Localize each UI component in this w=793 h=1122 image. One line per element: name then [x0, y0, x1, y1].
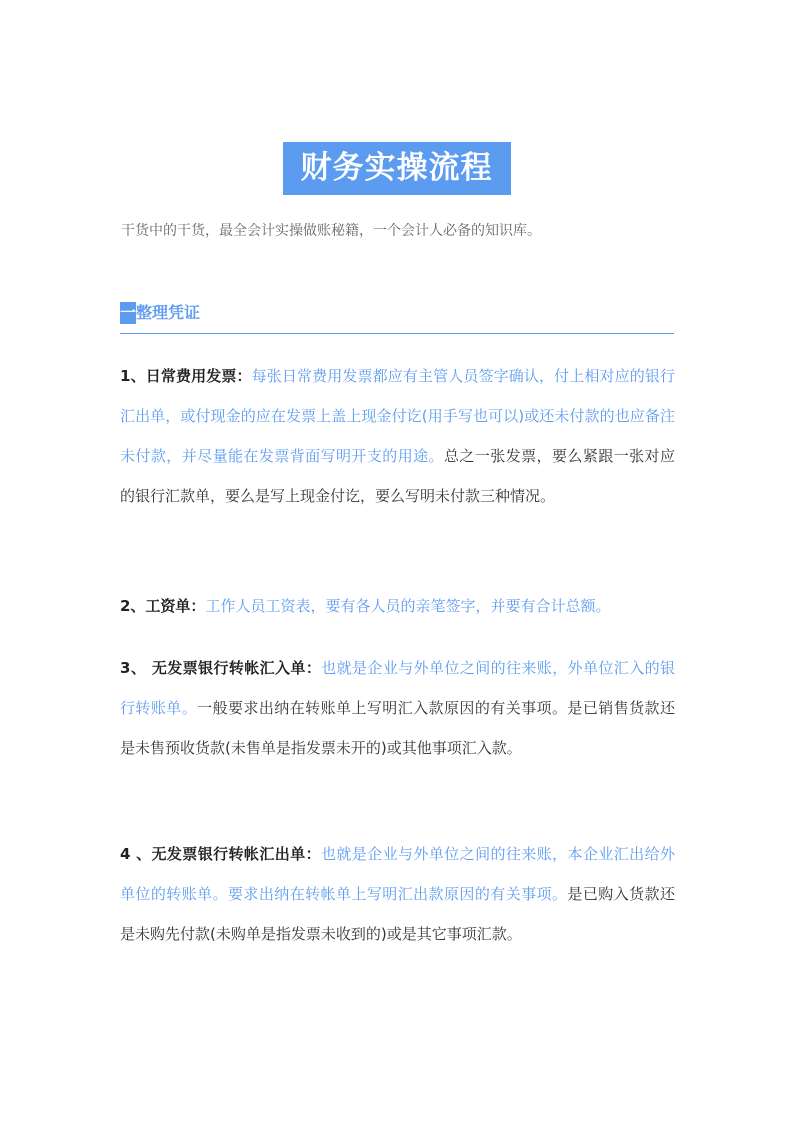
paragraph-highlight: 也就是企业与外单位之间的往来账，外单位汇入的银行转账单。 — [120, 659, 675, 717]
paragraph-text: 是已购入货款还是未购先付款(未购单是指发票未收到的)或是其它事项汇款。 — [120, 885, 675, 943]
paragraph-outgoing-transfer — [120, 834, 675, 954]
paragraph-highlight: 也就是企业与外单位之间的往来账，本企业汇出给外单位的转账单。要求出纳在转帐单上写明汇出款原因的有关事项。 — [120, 845, 675, 903]
paragraph-payroll — [120, 586, 675, 626]
paragraph-label: 4 、无发票银行转帐汇出单： — [120, 845, 321, 863]
paragraph-label: 1、日常费用发票： — [120, 367, 252, 385]
paragraph-daily-expense-invoice — [120, 356, 675, 516]
paragraph-highlight: 每张日常费用发票都应有主管人员签字确认，付上相对应的银行汇出单，或付现金的应在发票上盖上现金付讫(用手写也可以)或还未付款的也应备注未付款，并尽量能在发票背面写明开支的用途。 — [120, 367, 675, 465]
paragraph-text: 总之一张发票，要么紧跟一张对应的银行汇款单，要么是写上现金付讫，要么写明未付款三种情况。 — [120, 447, 675, 505]
title-container — [0, 142, 793, 195]
section-title: 整理凭证 — [136, 303, 201, 322]
paragraph-label: 3、 无发票银行转帐汇入单： — [120, 659, 322, 677]
page-subtitle: 干货中的干货，最全会计实操做账秘籍，一个会计人必备的知识库。 — [121, 223, 541, 239]
paragraph-label: 2、工资单： — [120, 597, 206, 615]
page-title: 财务实操流程 — [283, 142, 511, 195]
paragraph-text: 一般要求出纳在转账单上写明汇入款原因的有关事项。是已销售货款还是未售预收货款(未售单是指发票未开的)或其他事项汇入款。 — [120, 699, 675, 757]
paragraph-highlight: 工作人员工资表，要有各人员的亲笔签字，并要有合计总额。 — [205, 597, 611, 615]
section-number-mark: 一 — [120, 303, 137, 322]
paragraph-incoming-transfer — [120, 648, 675, 768]
section-heading — [120, 302, 674, 334]
